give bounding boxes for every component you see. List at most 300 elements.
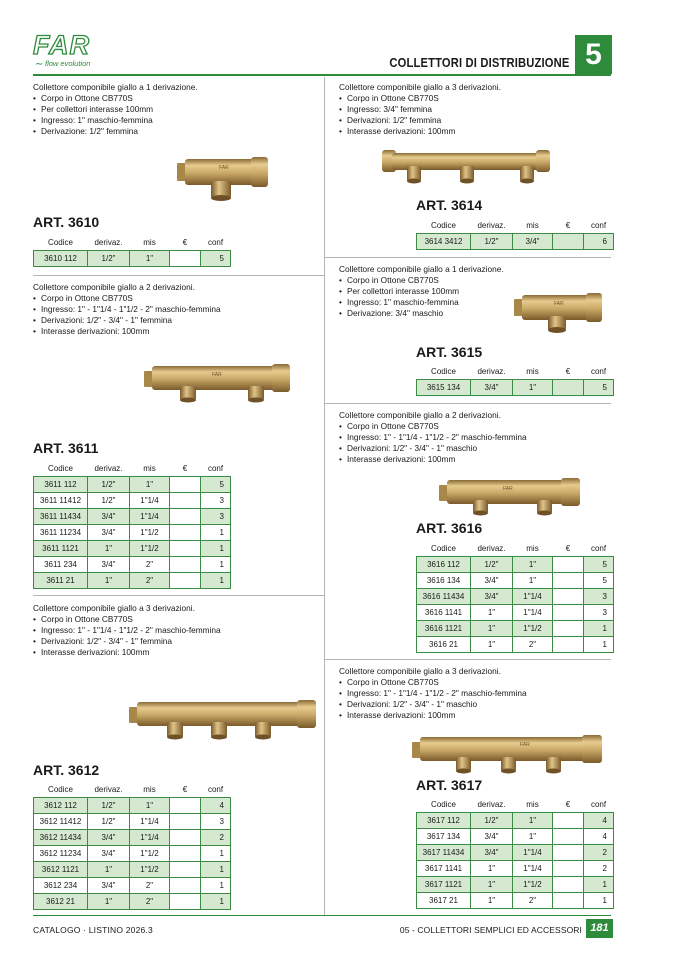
- cell-conf: 4: [584, 812, 614, 828]
- table-row: [417, 636, 614, 652]
- cell-price: [170, 877, 201, 893]
- cell-derivaz: 1": [471, 876, 513, 892]
- cell-price: [170, 250, 201, 266]
- col-mis: mis: [526, 800, 539, 810]
- col-price: €: [565, 367, 571, 377]
- cell-code: 3610 112: [34, 250, 88, 266]
- cell-mis: 1"1/4: [513, 844, 553, 860]
- cell-price: [170, 492, 201, 508]
- cell-derivaz: 3/4": [471, 828, 513, 844]
- manifold-1-outlet-image: [512, 292, 604, 334]
- table-row: [417, 812, 614, 828]
- product-description: [339, 82, 611, 137]
- cell-price: [170, 845, 201, 861]
- description-intro: Collettore componibile giallo a 1 derivazione.: [33, 82, 198, 92]
- table-row: [34, 524, 231, 540]
- cell-price: [553, 233, 584, 249]
- cell-price: [553, 572, 584, 588]
- cell-mis: 1"1/4: [513, 588, 553, 604]
- table-header-row: [34, 462, 231, 476]
- section-divider: [33, 275, 324, 276]
- cell-derivaz: 3/4": [88, 877, 130, 893]
- far-logo: [33, 30, 113, 70]
- manifold-3-outlet-image: [380, 147, 552, 187]
- cell-mis: 1"1/2: [130, 524, 170, 540]
- feature-list: [339, 93, 611, 137]
- description-intro: Collettore componibile giallo a 3 derivazioni.: [339, 666, 501, 676]
- col-price: €: [182, 785, 188, 795]
- feature-list: [33, 93, 318, 137]
- feature-item: • Ingresso: 1" - 1"1/4 - 1"1/2 - 2" maschio-femmina: [339, 432, 611, 443]
- cell-code: 3617 134: [417, 828, 471, 844]
- col-derivaz: derivaz.: [477, 800, 506, 810]
- cell-conf: 1: [201, 861, 231, 877]
- cell-price: [553, 379, 584, 395]
- product-description: [33, 282, 318, 337]
- col-mis: mis: [526, 221, 539, 231]
- cell-conf: 1: [201, 572, 231, 588]
- cell-mis: 3/4": [513, 233, 553, 249]
- table-row: [417, 828, 614, 844]
- table-header-row: [417, 365, 614, 379]
- price-table: [416, 798, 614, 909]
- cell-mis: 1"1/2: [130, 845, 170, 861]
- feature-item: • Interasse derivazioni: 100mm: [339, 126, 611, 137]
- cell-code: 3611 1121: [34, 540, 88, 556]
- brand-tagline: flow evolution: [45, 59, 91, 68]
- col-price: €: [182, 464, 188, 474]
- cell-code: 3612 21: [34, 893, 88, 909]
- cell-code: 3617 112: [417, 812, 471, 828]
- cell-derivaz: 1": [471, 636, 513, 652]
- cell-code: 3616 134: [417, 572, 471, 588]
- table-row: [417, 892, 614, 908]
- feature-item: • Ingresso: 1" maschio-femmina: [33, 115, 318, 126]
- cell-conf: 5: [584, 379, 614, 395]
- manifold-2-outlet-image: [142, 362, 294, 404]
- table-row: [34, 508, 231, 524]
- cell-conf: 5: [201, 250, 231, 266]
- cell-code: 3611 11434: [34, 508, 88, 524]
- article-title: ART. 3615: [416, 344, 483, 360]
- cell-price: [553, 620, 584, 636]
- article-title: ART. 3616: [416, 520, 483, 536]
- table-row: [34, 476, 231, 492]
- table-header-row: [417, 798, 614, 812]
- cell-conf: 1: [201, 556, 231, 572]
- cell-code: 3612 1121: [34, 861, 88, 877]
- feature-list: [339, 421, 611, 465]
- swoosh-icon: ∼: [35, 59, 44, 70]
- svg-text:FAR: FAR: [212, 372, 222, 378]
- cell-derivaz: 1/2": [471, 812, 513, 828]
- col-conf: conf: [590, 800, 607, 810]
- cell-conf: 1: [201, 877, 231, 893]
- table-row: [34, 813, 231, 829]
- cell-price: [170, 813, 201, 829]
- cell-derivaz: 1/2": [471, 233, 513, 249]
- table-row: [34, 556, 231, 572]
- col-derivaz: derivaz.: [477, 221, 506, 231]
- cell-conf: 1: [201, 540, 231, 556]
- table-row: [417, 844, 614, 860]
- description-intro: Collettore componibile giallo a 2 derivazioni.: [339, 410, 501, 420]
- description-intro: Collettore componibile giallo a 2 derivazioni.: [33, 282, 195, 292]
- header-rule: [33, 74, 611, 76]
- cell-conf: 3: [201, 492, 231, 508]
- feature-item: • Derivazioni: 1/2" femmina: [339, 115, 611, 126]
- cell-price: [170, 861, 201, 877]
- cell-conf: 5: [201, 476, 231, 492]
- feature-item: • Derivazioni: 1/2" - 3/4" - 1" femmina: [33, 636, 318, 647]
- col-conf: conf: [590, 367, 607, 377]
- table-row: [417, 876, 614, 892]
- feature-item: • Ingresso: 1" - 1"1/4 - 1"1/2 - 2" maschio-femmina: [33, 304, 318, 315]
- cell-derivaz: 3/4": [88, 508, 130, 524]
- cell-code: 3616 11434: [417, 588, 471, 604]
- section-divider: [325, 403, 611, 404]
- svg-text:FAR: FAR: [219, 165, 229, 171]
- cell-code: 3612 234: [34, 877, 88, 893]
- cell-derivaz: 1": [471, 620, 513, 636]
- cell-mis: 1"1/4: [513, 604, 553, 620]
- cell-derivaz: 1/2": [471, 556, 513, 572]
- column-divider: [324, 77, 325, 915]
- price-table: [33, 783, 231, 910]
- table-header-row: [417, 542, 614, 556]
- table-row: [34, 861, 231, 877]
- cell-conf: 1: [584, 620, 614, 636]
- cell-mis: 1": [130, 250, 170, 266]
- table-row: [417, 860, 614, 876]
- feature-item: • Interasse derivazioni: 100mm: [33, 326, 318, 337]
- cell-code: 3611 21: [34, 572, 88, 588]
- feature-item: • Derivazioni: 1/2" - 3/4" - 1" maschio: [339, 443, 611, 454]
- cell-code: 3616 21: [417, 636, 471, 652]
- cell-conf: 1: [584, 636, 614, 652]
- manifold-3-outlet-image: [410, 734, 605, 776]
- feature-item: • Corpo in Ottone CB770S: [339, 275, 611, 286]
- cell-price: [170, 476, 201, 492]
- table-header-row: [34, 783, 231, 797]
- col-mis: mis: [526, 544, 539, 554]
- cell-derivaz: 1/2": [88, 492, 130, 508]
- cell-conf: 3: [584, 604, 614, 620]
- cell-code: 3614 3412: [417, 233, 471, 249]
- cell-mis: 1": [513, 812, 553, 828]
- cell-conf: 1: [584, 876, 614, 892]
- cell-conf: 4: [584, 828, 614, 844]
- price-table: [416, 542, 614, 653]
- feature-item: • Ingresso: 1" - 1"1/4 - 1"1/2 - 2" maschio-femmina: [339, 688, 611, 699]
- cell-derivaz: 1": [88, 861, 130, 877]
- manifold-1-outlet-image: [175, 155, 270, 201]
- table-row: [34, 845, 231, 861]
- cell-conf: 2: [201, 829, 231, 845]
- cell-derivaz: 3/4": [88, 829, 130, 845]
- cell-code: 3612 112: [34, 797, 88, 813]
- cell-mis: 1": [513, 556, 553, 572]
- cell-price: [553, 860, 584, 876]
- cell-price: [170, 556, 201, 572]
- cell-code: 3616 112: [417, 556, 471, 572]
- product-description: [339, 666, 611, 721]
- col-derivaz: derivaz.: [477, 544, 506, 554]
- page-title: COLLETTORI DI DISTRIBUZIONE: [389, 55, 570, 70]
- cell-price: [170, 524, 201, 540]
- svg-text:FAR: FAR: [503, 486, 513, 492]
- price-table: [416, 219, 614, 250]
- cell-derivaz: 1": [471, 892, 513, 908]
- cell-conf: 5: [584, 556, 614, 572]
- cell-code: 3617 21: [417, 892, 471, 908]
- col-codice: Codice: [431, 367, 456, 377]
- col-conf: conf: [590, 221, 607, 231]
- cell-derivaz: 1": [88, 572, 130, 588]
- cell-mis: 2": [513, 636, 553, 652]
- brand-name: FAR: [33, 30, 90, 60]
- col-derivaz: derivaz.: [94, 464, 123, 474]
- cell-code: 3617 1121: [417, 876, 471, 892]
- cell-mis: 1": [513, 828, 553, 844]
- cell-code: 3611 11234: [34, 524, 88, 540]
- cell-derivaz: 1": [88, 893, 130, 909]
- cell-code: 3612 11412: [34, 813, 88, 829]
- section-divider: [325, 257, 611, 258]
- article-title: ART. 3612: [33, 762, 100, 778]
- feature-item: • Interasse derivazioni: 100mm: [33, 647, 318, 658]
- col-codice: Codice: [48, 785, 73, 795]
- cell-price: [553, 892, 584, 908]
- table-row: [34, 797, 231, 813]
- product-description: [33, 82, 318, 137]
- article-title: ART. 3610: [33, 214, 100, 230]
- cell-code: 3616 1141: [417, 604, 471, 620]
- cell-mis: 2": [130, 877, 170, 893]
- cell-conf: 3: [201, 813, 231, 829]
- table-header-row: [34, 236, 231, 250]
- col-derivaz: derivaz.: [477, 367, 506, 377]
- col-price: €: [182, 238, 188, 248]
- table-row: [417, 572, 614, 588]
- catalog-label: CATALOGO · LISTINO 2026.3: [33, 925, 153, 935]
- table-row: [417, 604, 614, 620]
- cell-mis: 2": [130, 572, 170, 588]
- cell-price: [553, 636, 584, 652]
- article-title: ART. 3614: [416, 197, 483, 213]
- article-title: ART. 3611: [33, 440, 99, 456]
- feature-item: • Ingresso: 1" maschio-femmina: [339, 297, 611, 308]
- feature-item: • Interasse derivazioni: 100mm: [339, 710, 611, 721]
- chapter-badge: 5: [575, 35, 612, 74]
- cell-price: [170, 829, 201, 845]
- cell-derivaz: 1": [471, 604, 513, 620]
- cell-mis: 1"1/4: [130, 492, 170, 508]
- cell-mis: 1": [513, 379, 553, 395]
- col-conf: conf: [207, 464, 224, 474]
- cell-derivaz: 1/2": [88, 797, 130, 813]
- feature-list: [33, 614, 318, 658]
- col-mis: mis: [143, 464, 156, 474]
- cell-price: [170, 893, 201, 909]
- price-table: [416, 365, 614, 396]
- cell-conf: 1: [201, 524, 231, 540]
- feature-item: • Ingresso: 3/4" femmina: [339, 104, 611, 115]
- manifold-2-outlet-image: [437, 477, 583, 517]
- feature-item: • Corpo in Ottone CB770S: [33, 614, 318, 625]
- description-intro: Collettore componibile giallo a 3 derivazioni.: [339, 82, 501, 92]
- cell-code: 3611 11412: [34, 492, 88, 508]
- article-title: ART. 3617: [416, 777, 483, 793]
- cell-conf: 3: [584, 588, 614, 604]
- table-row: [34, 829, 231, 845]
- cell-conf: 2: [584, 860, 614, 876]
- cell-code: 3617 1141: [417, 860, 471, 876]
- section-divider: [33, 595, 324, 596]
- table-row: [34, 250, 231, 266]
- cell-code: 3612 11434: [34, 829, 88, 845]
- feature-item: • Corpo in Ottone CB770S: [339, 93, 611, 104]
- feature-item: • Derivazioni: 1/2" - 3/4" - 1" maschio: [339, 699, 611, 710]
- description-intro: Collettore componibile giallo a 1 derivazione.: [339, 264, 504, 274]
- cell-derivaz: 3/4": [471, 572, 513, 588]
- cell-mis: 1": [130, 476, 170, 492]
- cell-price: [170, 508, 201, 524]
- section-label: 05 - COLLETTORI SEMPLICI ED ACCESSORI: [399, 925, 582, 935]
- cell-price: [170, 540, 201, 556]
- manifold-3-outlet-image: [127, 698, 319, 742]
- col-codice: Codice: [431, 544, 456, 554]
- cell-mis: 2": [130, 556, 170, 572]
- cell-mis: 1": [513, 572, 553, 588]
- cell-price: [553, 604, 584, 620]
- product-description: [33, 603, 318, 658]
- cell-conf: 2: [584, 844, 614, 860]
- cell-price: [170, 572, 201, 588]
- cell-code: 3616 1121: [417, 620, 471, 636]
- cell-mis: 2": [130, 893, 170, 909]
- table-row: [417, 233, 614, 249]
- col-mis: mis: [143, 238, 156, 248]
- feature-item: • Interasse derivazioni: 100mm: [339, 454, 611, 465]
- feature-item: • Derivazione: 3/4" maschio: [339, 308, 611, 319]
- cell-mis: 1"1/2: [130, 861, 170, 877]
- description-intro: Collettore componibile giallo a 3 derivazioni.: [33, 603, 195, 613]
- table-row: [34, 492, 231, 508]
- table-row: [417, 620, 614, 636]
- feature-item: • Per collettori interasse 100mm: [339, 286, 611, 297]
- cell-derivaz: 1/2": [88, 250, 130, 266]
- table-header-row: [417, 219, 614, 233]
- cell-mis: 2": [513, 892, 553, 908]
- cell-derivaz: 1/2": [88, 813, 130, 829]
- cell-conf: 1: [584, 892, 614, 908]
- feature-item: • Derivazioni: 1/2" - 3/4" - 1" femmina: [33, 315, 318, 326]
- cell-mis: 1"1/4: [513, 860, 553, 876]
- col-codice: Codice: [48, 464, 73, 474]
- svg-text:FAR: FAR: [554, 301, 564, 307]
- feature-item: • Corpo in Ottone CB770S: [339, 677, 611, 688]
- col-conf: conf: [207, 785, 224, 795]
- cell-conf: 1: [201, 845, 231, 861]
- col-conf: conf: [207, 238, 224, 248]
- table-row: [34, 877, 231, 893]
- table-row: [34, 540, 231, 556]
- cell-mis: 1"1/4: [130, 508, 170, 524]
- cell-price: [553, 876, 584, 892]
- col-mis: mis: [526, 367, 539, 377]
- cell-derivaz: 3/4": [88, 524, 130, 540]
- feature-item: • Corpo in Ottone CB770S: [33, 293, 318, 304]
- cell-price: [553, 556, 584, 572]
- feature-item: • Ingresso: 1" - 1"1/4 - 1"1/2 - 2" maschio-femmina: [33, 625, 318, 636]
- cell-derivaz: 3/4": [88, 556, 130, 572]
- table-row: [34, 572, 231, 588]
- cell-code: 3615 134: [417, 379, 471, 395]
- cell-conf: 3: [201, 508, 231, 524]
- cell-mis: 1"1/4: [130, 829, 170, 845]
- feature-list: [33, 293, 318, 337]
- col-price: €: [565, 221, 571, 231]
- feature-list: [339, 677, 611, 721]
- svg-text:FAR: FAR: [520, 742, 530, 748]
- feature-item: • Derivazione: 1/2" femmina: [33, 126, 318, 137]
- col-conf: conf: [590, 544, 607, 554]
- feature-item: • Corpo in Ottone CB770S: [339, 421, 611, 432]
- table-row: [34, 893, 231, 909]
- col-price: €: [565, 800, 571, 810]
- col-codice: Codice: [48, 238, 73, 248]
- feature-item: • Corpo in Ottone CB770S: [33, 93, 318, 104]
- cell-code: 3612 11234: [34, 845, 88, 861]
- cell-code: 3611 112: [34, 476, 88, 492]
- table-row: [417, 379, 614, 395]
- cell-conf: 1: [201, 893, 231, 909]
- cell-mis: 1": [130, 797, 170, 813]
- col-mis: mis: [143, 785, 156, 795]
- feature-item: • Per collettori interasse 100mm: [33, 104, 318, 115]
- section-divider: [325, 659, 611, 660]
- cell-code: 3617 11434: [417, 844, 471, 860]
- cell-mis: 1"1/4: [130, 813, 170, 829]
- footer-rule: [33, 915, 611, 916]
- table-row: [417, 588, 614, 604]
- col-codice: Codice: [431, 800, 456, 810]
- cell-price: [553, 844, 584, 860]
- cell-mis: 1"1/2: [513, 876, 553, 892]
- cell-derivaz: 1/2": [88, 476, 130, 492]
- cell-derivaz: 3/4": [471, 379, 513, 395]
- col-codice: Codice: [431, 221, 456, 231]
- cell-derivaz: 1": [88, 540, 130, 556]
- cell-conf: 6: [584, 233, 614, 249]
- cell-mis: 1"1/2: [513, 620, 553, 636]
- page-number: 181: [586, 919, 613, 938]
- cell-price: [553, 828, 584, 844]
- cell-price: [553, 588, 584, 604]
- cell-mis: 1"1/2: [130, 540, 170, 556]
- cell-code: 3611 234: [34, 556, 88, 572]
- col-price: €: [565, 544, 571, 554]
- cell-derivaz: 3/4": [471, 588, 513, 604]
- cell-derivaz: 3/4": [88, 845, 130, 861]
- cell-conf: 4: [201, 797, 231, 813]
- product-description: [339, 410, 611, 465]
- price-table: [33, 236, 231, 267]
- price-table: [33, 462, 231, 589]
- col-derivaz: derivaz.: [94, 238, 123, 248]
- cell-conf: 5: [584, 572, 614, 588]
